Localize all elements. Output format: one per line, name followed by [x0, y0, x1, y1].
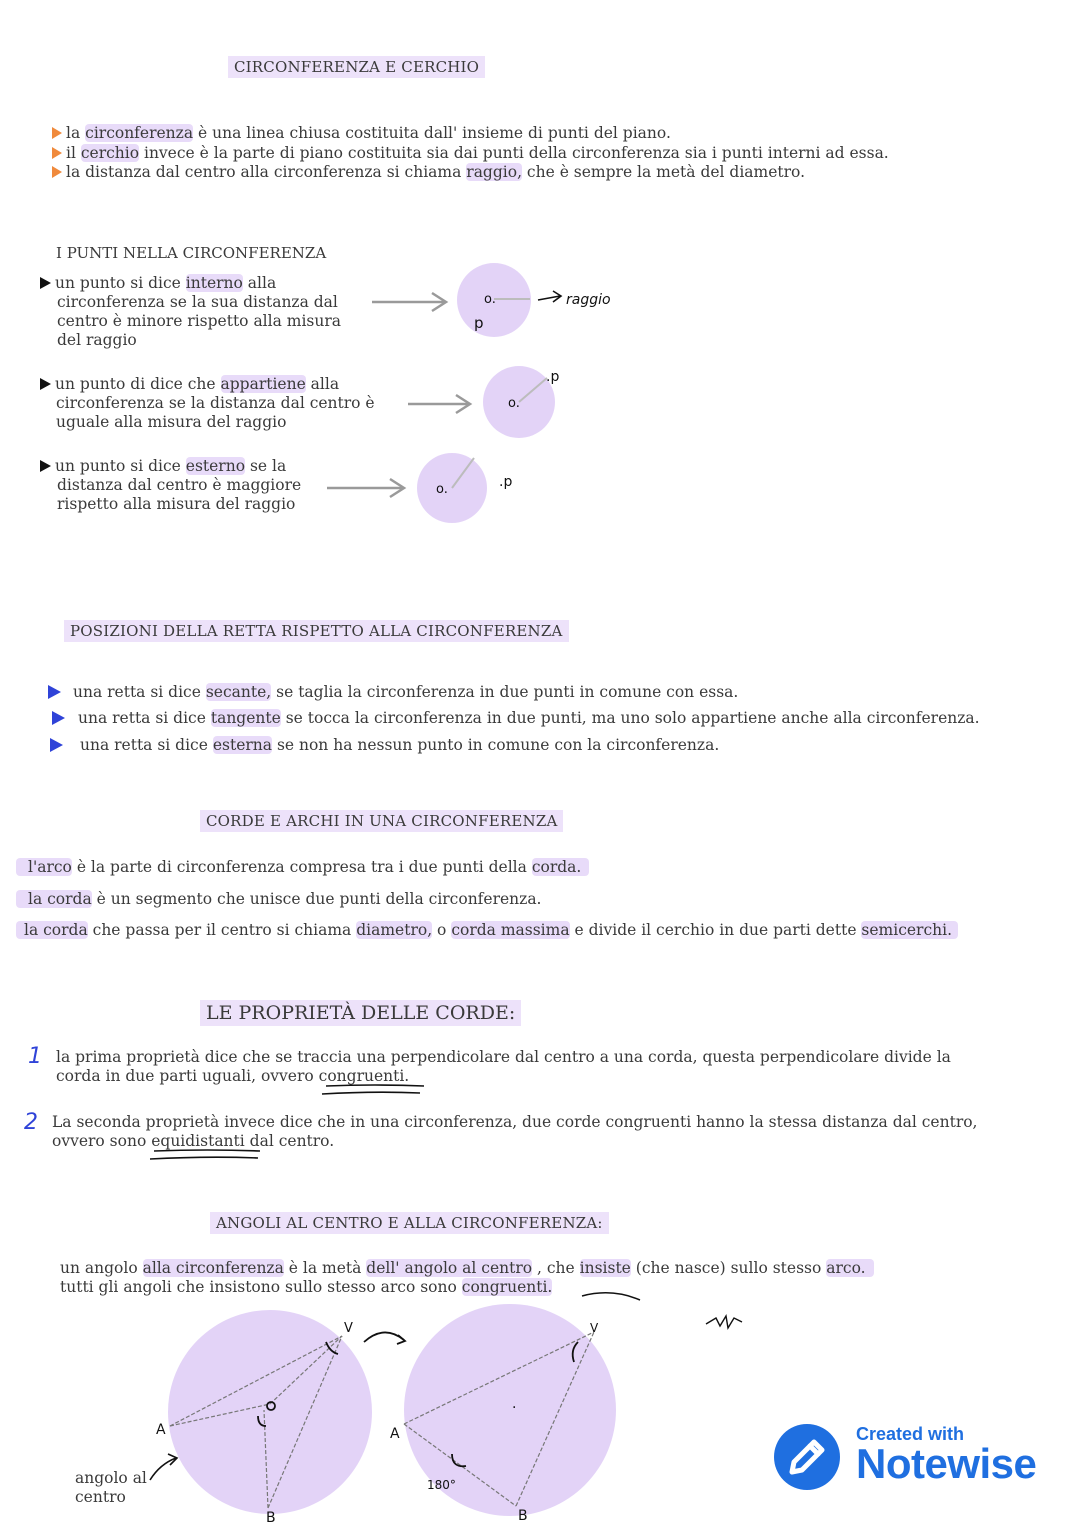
- notewise-logo: [772, 1420, 1062, 1496]
- blue-bullet-icon: [48, 685, 61, 699]
- underline-congruenti: [320, 1082, 430, 1098]
- title-proprieta-corde: LE PROPRIETÀ DELLE CORDE:: [200, 1000, 521, 1026]
- point-internal-text: un punto si dice interno alla circonferenza se la sua distanza dal centro è minore rispetto alla misura del raggio: [40, 274, 380, 350]
- title-punti: I PUNTI NELLA CIRCONFERENZA: [56, 244, 327, 262]
- number-one-icon: 1: [28, 1044, 42, 1069]
- arrow-icon: [372, 293, 446, 311]
- orange-bullet-icon: [52, 166, 62, 178]
- svg-text:.p: .p: [499, 474, 513, 490]
- property-2: La seconda proprietà invece dice che in una circonferenza, due corde congruenti hanno la stessa distanza dal centro, ovvero sono equidistanti dal centro.: [52, 1113, 978, 1150]
- point-on-text: un punto di dice che appartiene alla circonferenza se la distanza dal centro è uguale alla misura del raggio: [40, 375, 420, 432]
- svg-text:o.: o.: [484, 292, 496, 307]
- blue-bullet-icon: [50, 738, 63, 752]
- svg-text:p: p: [474, 314, 484, 332]
- chord-line-3: la corda che passa per il centro si chiama diametro, o corda massima e divide il cerchio in due parti dette semicerchi.: [16, 921, 958, 940]
- line-esterna: una retta si dice esterna se non ha nessun punto in comune con la circonferenza.: [50, 736, 719, 755]
- point-external-text: un punto si dice esterno se la distanza dal centro è maggiore rispetto alla misura del raggio: [40, 457, 360, 514]
- logo-notewise: Notewise: [856, 1440, 1037, 1487]
- line-tangente: una retta si dice tangente se tocca la circonferenza in due punti, ma uno solo appartiene anche alla circonferenza.: [52, 709, 980, 728]
- arrow-icon: [327, 479, 404, 497]
- svg-text:A: A: [156, 1422, 166, 1438]
- number-two-icon: 2: [24, 1110, 38, 1135]
- angles-line-2: tutti gli angoli che insistono sullo stesso arco sono congruenti.: [60, 1278, 553, 1296]
- blue-bullet-icon: [52, 711, 65, 725]
- svg-text:B: B: [266, 1510, 276, 1526]
- intro-line-3: la distanza dal centro alla circonferenza si chiama raggio, che è sempre la metà del diametro.: [52, 163, 805, 182]
- line-secante: una retta si dice secante, se taglia la circonferenza in due punti in comune con essa.: [48, 683, 738, 702]
- title-corde-archi: CORDE E ARCHI IN UNA CIRCONFERENZA: [200, 810, 563, 832]
- chord-line-2: la corda è un segmento che unisce due punti della circonferenza.: [16, 890, 541, 909]
- svg-text:V: V: [344, 1321, 353, 1336]
- title-angoli: ANGOLI AL CENTRO E ALLA CIRCONFERENZA:: [210, 1212, 609, 1234]
- orange-bullet-icon: [52, 127, 62, 139]
- label-raggio: raggio: [566, 292, 611, 308]
- orange-bullet-icon: [52, 147, 62, 159]
- underline-equidistanti: [148, 1146, 268, 1164]
- title-circonferenza-cerchio: CIRCONFERENZA E CERCHIO: [228, 56, 485, 78]
- intro-line-1: la circonferenza è una linea chiusa costituita dall' insieme di punti del piano.: [52, 124, 671, 143]
- pencil-icon: [772, 1422, 842, 1492]
- svg-text:V: V: [590, 1321, 599, 1335]
- points-diagram: [0, 250, 700, 540]
- label-180: 180°: [427, 1478, 456, 1492]
- underlined-equidistanti: equidistanti: [151, 1132, 245, 1150]
- title-posizioni-retta: POSIZIONI DELLA RETTA RISPETTO ALLA CIRCONFERENZA: [64, 620, 569, 642]
- logo-created-with: Created with: [856, 1424, 965, 1444]
- svg-text:B: B: [518, 1508, 528, 1524]
- property-1: la prima proprietà dice che se traccia una perpendicolare dal centro a una corda, questa perpendicolare divide la corda in due parti uguali, ovvero congruenti.: [56, 1048, 951, 1085]
- svg-text:A: A: [390, 1426, 400, 1442]
- intro-line-2: il cerchio invece è la parte di piano costituita sia dai punti della circonferenza sia i punti interni ad essa.: [52, 144, 889, 163]
- svg-text:o.: o.: [508, 396, 520, 411]
- arrow-icon: [408, 395, 470, 413]
- chord-line-1: l'arco è la parte di circonferenza compresa tra i due punti della corda.: [16, 858, 589, 877]
- underlined-congruenti: congruenti.: [318, 1067, 410, 1085]
- svg-text:.p: .p: [546, 369, 560, 385]
- svg-text:.: .: [512, 1396, 517, 1412]
- label-angolo-al-centro: angolo al centro: [75, 1469, 147, 1506]
- svg-text:o.: o.: [436, 482, 448, 497]
- angles-line-1: un angolo alla circonferenza è la metà dell' angolo al centro , che insiste (che nasce) sullo stesso arco.: [60, 1259, 874, 1278]
- circle-angle-center: [168, 1310, 372, 1514]
